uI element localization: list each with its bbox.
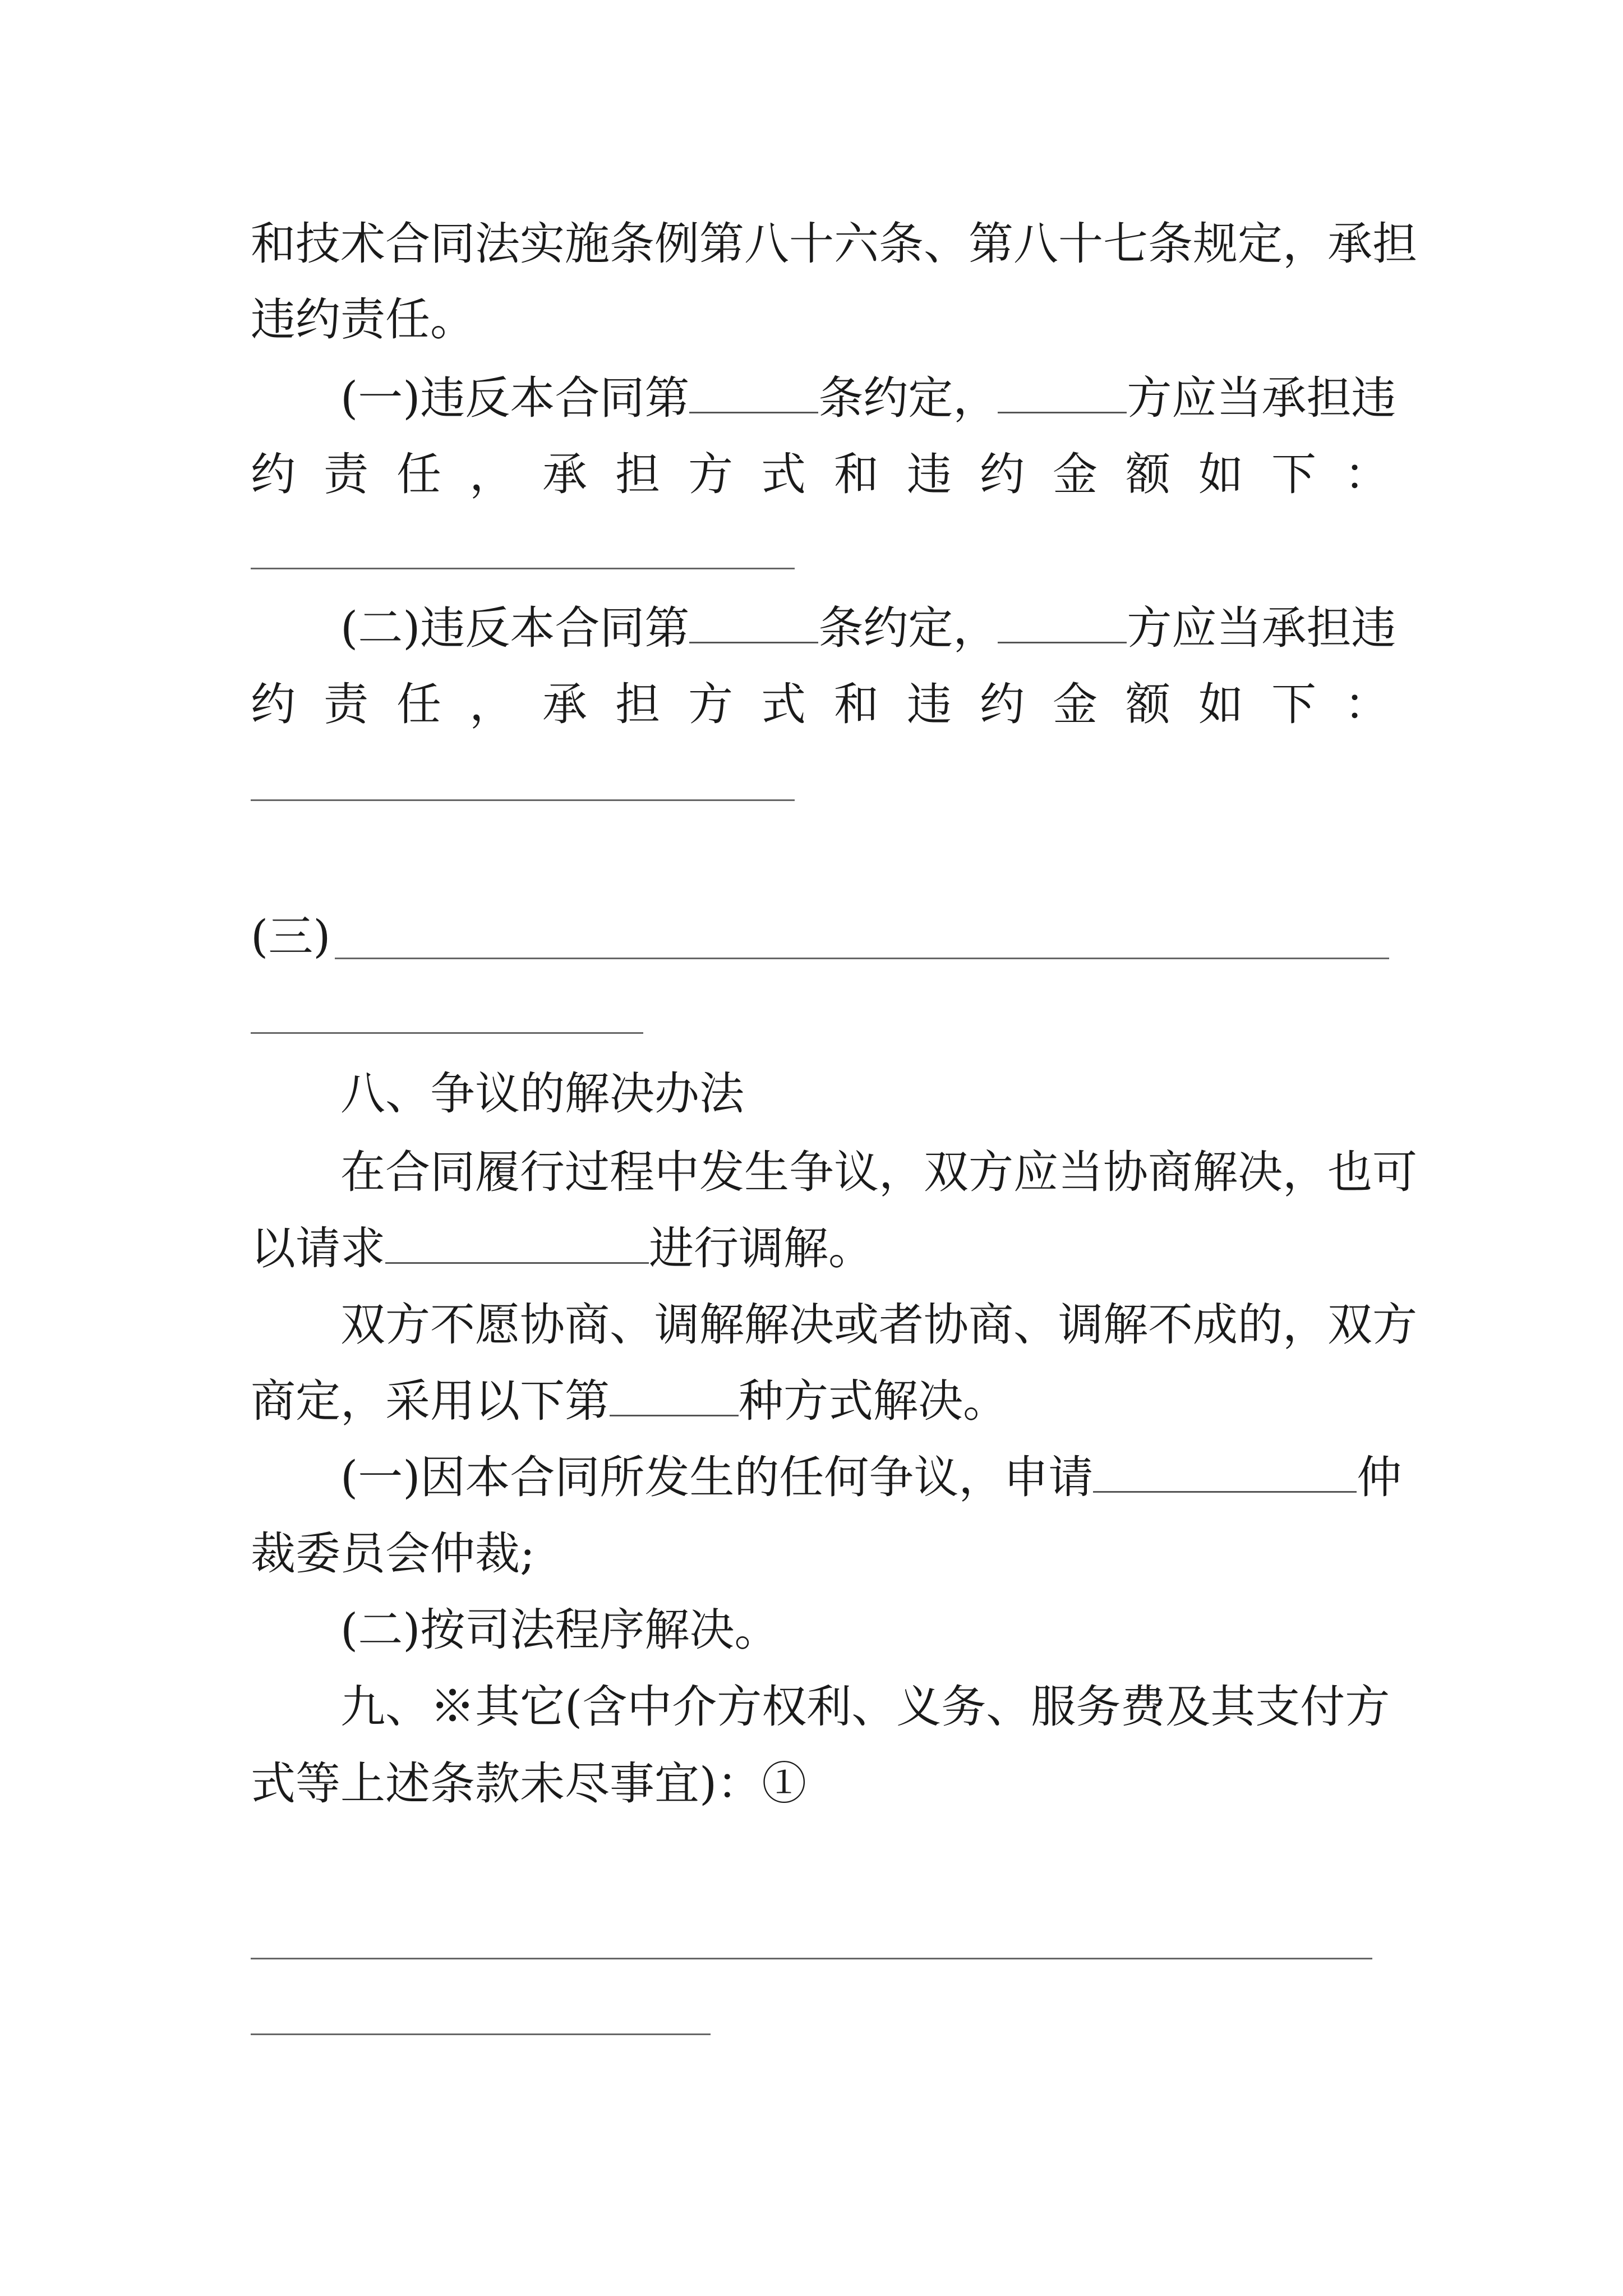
text-line: 违约责任。 <box>251 293 475 346</box>
clause-7-2 <box>251 595 1396 662</box>
text-fragment: 方应当承担违 <box>1127 602 1396 654</box>
char: 方 <box>688 678 733 730</box>
text-fragment: 种方式解决。 <box>739 1375 1008 1427</box>
justified-line <box>251 441 1389 508</box>
fill-blank[interactable] <box>998 605 1127 643</box>
char: 担 <box>615 448 660 500</box>
char: 如 <box>1198 678 1243 730</box>
text-fragment: (二)违反本合同第 <box>340 602 690 654</box>
char: 式 <box>761 448 806 500</box>
text-fragment: (三) <box>251 910 331 963</box>
text-line: (二)按司法程序解决。 <box>340 1604 780 1656</box>
char: 违 <box>907 678 952 730</box>
fill-line[interactable] <box>251 2033 711 2035</box>
char: 如 <box>1198 448 1243 500</box>
text-fragment: 条约定， <box>818 372 998 424</box>
char: 约 <box>251 678 296 730</box>
text-line: 和技术合同法实施条例第八十六条、第八十七条规定，承担 <box>251 218 1417 270</box>
char: 额 <box>1126 678 1170 730</box>
text-fragment: 以请求 <box>251 1222 385 1274</box>
char: 方 <box>688 448 733 500</box>
text-line: 裁委员会仲裁; <box>251 1527 535 1580</box>
char: ， <box>469 448 514 500</box>
char: 约 <box>980 678 1025 730</box>
char: 金 <box>1053 448 1098 500</box>
char: ， <box>469 678 514 730</box>
fill-blank[interactable] <box>689 375 818 413</box>
text-fragment: 仲 <box>1357 1451 1402 1503</box>
char: 下 <box>1271 448 1316 500</box>
char: 违 <box>907 448 952 500</box>
fill-line[interactable] <box>251 568 795 569</box>
text-fragment: (一)因本合同所发生的任何争议，申请 <box>340 1451 1094 1503</box>
fill-blank[interactable] <box>385 1225 649 1264</box>
char: 和 <box>834 678 879 730</box>
fill-blank[interactable] <box>610 1378 739 1416</box>
char: ： <box>1344 678 1389 730</box>
fill-line[interactable] <box>251 1032 643 1034</box>
char: 额 <box>1126 448 1170 500</box>
fill-blank[interactable] <box>1093 1454 1357 1493</box>
fill-blank[interactable] <box>998 375 1127 413</box>
text-fragment: 条约定， <box>818 602 998 654</box>
text-line <box>251 1444 1402 1511</box>
char: 责 <box>324 678 368 730</box>
fill-blank[interactable] <box>689 605 818 643</box>
fill-line[interactable] <box>335 958 1389 959</box>
char: 任 <box>396 678 441 730</box>
char: 任 <box>396 448 441 500</box>
text-fragment: 进行调解。 <box>649 1222 873 1274</box>
char: 式 <box>761 678 806 730</box>
section-heading: 八、争议的解决办法 <box>340 1068 744 1120</box>
clause-7-3 <box>251 903 1389 970</box>
char: 承 <box>542 678 587 730</box>
clause-7-1 <box>251 365 1396 432</box>
text-line: 双方不愿协商、调解解决或者协商、调解不成的，双方 <box>340 1299 1417 1351</box>
text-fragment: 方应当承担违 <box>1127 372 1396 424</box>
section-heading: 九、※其它(含中介方权利、义务、服务费及其支付方 <box>340 1681 1390 1733</box>
char: ： <box>1344 448 1389 500</box>
char: 约 <box>980 448 1025 500</box>
char: 责 <box>324 448 368 500</box>
text-fragment: 商定，采用以下第 <box>251 1375 610 1427</box>
justified-line <box>251 671 1389 738</box>
text-fragment: (一)违反本合同第 <box>340 372 690 424</box>
char: 和 <box>834 448 879 500</box>
text-line <box>251 1368 1389 1435</box>
text-line: 在合同履行过程中发生争议，双方应当协商解决，也可 <box>340 1146 1417 1198</box>
text-line: 式等上述条款未尽事宜)：① <box>251 1757 807 1810</box>
char: 承 <box>542 448 587 500</box>
char: 担 <box>615 678 660 730</box>
fill-line[interactable] <box>251 1958 1372 1959</box>
char: 金 <box>1053 678 1098 730</box>
char: 下 <box>1271 678 1316 730</box>
char: 约 <box>251 448 296 500</box>
fill-line[interactable] <box>251 799 795 801</box>
text-line <box>251 1215 1389 1282</box>
